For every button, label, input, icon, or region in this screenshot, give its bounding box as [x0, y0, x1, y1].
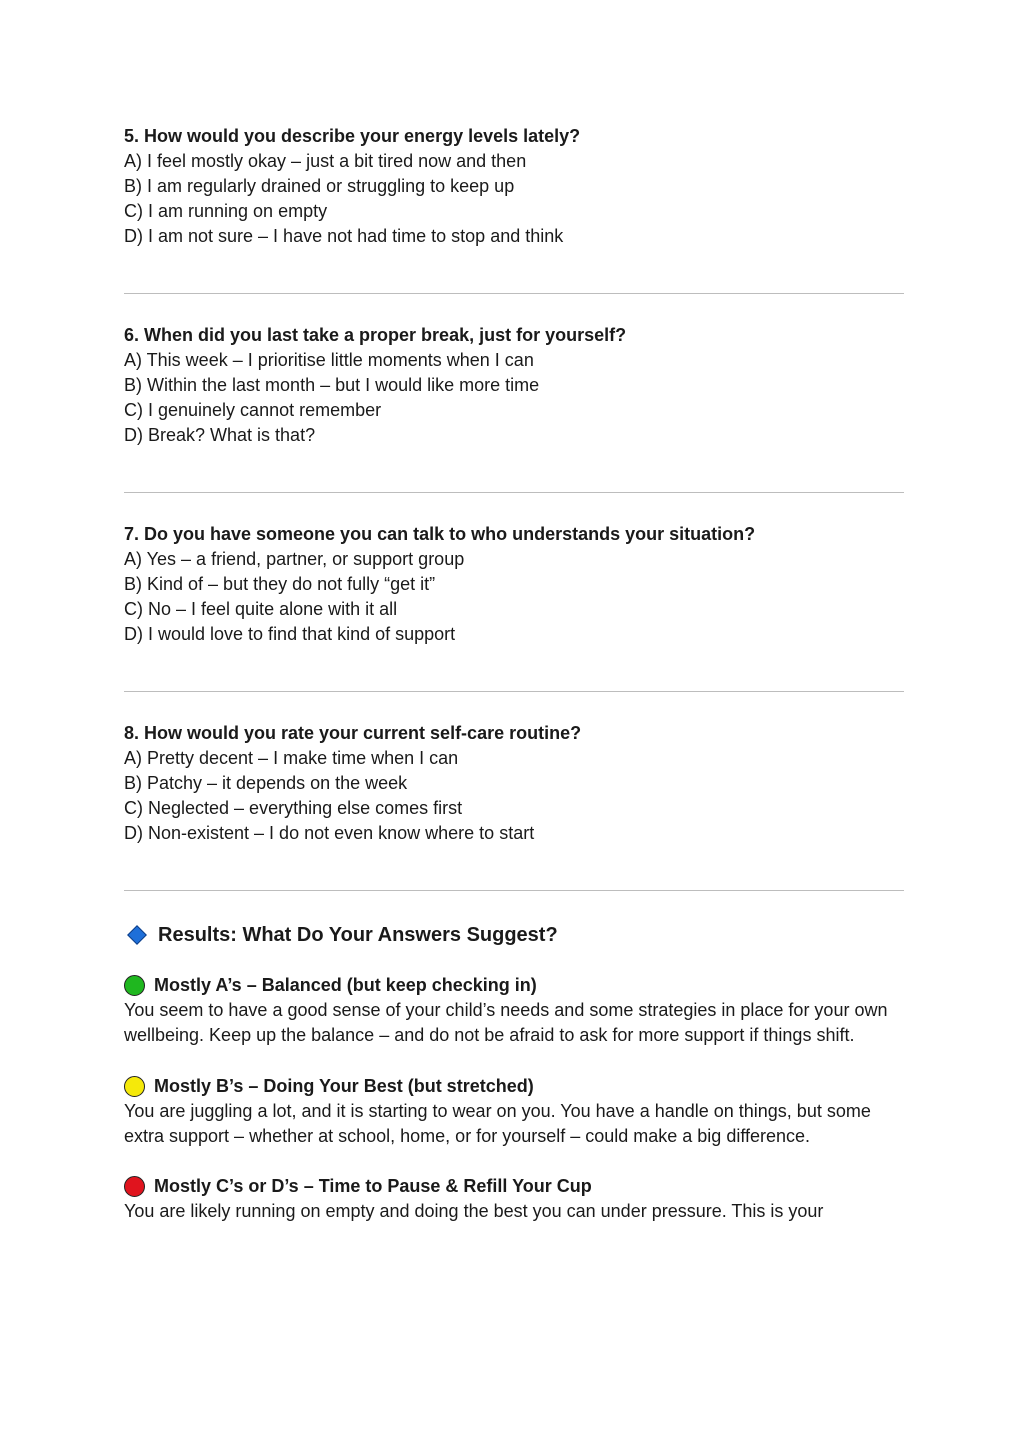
result-title [124, 1174, 904, 1199]
answer-option-a: A) I feel mostly okay – just a bit tired now and then [124, 151, 527, 171]
answer-option-c: C) I genuinely cannot remember [124, 400, 382, 420]
question-title: 6. When did you last take a proper break, just for yourself? [124, 325, 627, 345]
question-title: 5. How would you describe your energy levels lately? [124, 126, 581, 146]
answer-option-a: A) Pretty decent – I make time when I can [124, 748, 459, 768]
red-circle-icon [124, 1176, 145, 1197]
result-title-text: Mostly A’s – Balanced (but keep checking in) [154, 975, 537, 995]
answer-option-a: A) This week – I prioritise little moments when I can [124, 350, 534, 370]
results-heading-text: Results: What Do Your Answers Suggest? [158, 924, 558, 946]
answer-option-d: D) Non-existent – I do not even know where to start [124, 823, 535, 843]
question-title: 7. Do you have someone you can talk to who understands your situation? [124, 524, 756, 544]
answer-option-a: A) Yes – a friend, partner, or support group [124, 549, 465, 569]
answer-option-b: B) I am regularly drained or struggling to keep up [124, 176, 515, 196]
result-title [124, 973, 904, 998]
answer-option-b: B) Within the last month – but I would like more time [124, 375, 540, 395]
result-mostly-b [124, 1074, 904, 1150]
answer-option-d: D) I am not sure – I have not had time to stop and think [124, 226, 564, 246]
section-divider [124, 293, 904, 294]
question-title: 8. How would you rate your current self-care routine? [124, 723, 582, 743]
answer-option-b: B) Patchy – it depends on the week [124, 773, 408, 793]
question-8 [124, 721, 904, 846]
section-divider [124, 691, 904, 692]
result-title-text: Mostly B’s – Doing Your Best (but stretched) [154, 1075, 534, 1096]
answer-option-c: C) No – I feel quite alone with it all [124, 599, 398, 619]
result-body: You seem to have a good sense of your child’s needs and some strategies in place for your own wellbeing. Keep up the balance – and do not be afraid to ask for more support if things shift. [124, 1000, 888, 1046]
result-title-text: Mostly C’s or D’s – Time to Pause & Refill Your Cup [154, 1176, 592, 1197]
result-body: You are juggling a lot, and it is starting to wear on you. You have a handle on things, but some extra support – whether at school, home, or for yourself – could make a big difference. [124, 1100, 871, 1146]
document-page [124, 124, 904, 1249]
question-6 [124, 323, 904, 448]
result-mostly-a [124, 973, 904, 1049]
answer-option-b: B) Kind of – but they do not fully “get it” [124, 574, 436, 594]
result-title [124, 1074, 904, 1099]
section-divider [124, 890, 904, 891]
result-body: You are likely running on empty and doing the best you can under pressure. This is your [124, 1201, 824, 1222]
result-mostly-c-or-d [124, 1174, 904, 1224]
answer-option-c: C) I am running on empty [124, 201, 328, 221]
results-heading [124, 921, 904, 949]
answer-option-d: D) Break? What is that? [124, 425, 316, 445]
green-circle-icon [124, 975, 145, 996]
question-7 [124, 522, 904, 647]
section-divider [124, 492, 904, 493]
answer-option-c: C) Neglected – everything else comes first [124, 798, 463, 818]
question-5 [124, 124, 904, 249]
yellow-circle-icon [124, 1076, 145, 1097]
answer-option-d: D) I would love to find that kind of support [124, 624, 456, 644]
blue-diamond-icon [127, 925, 147, 945]
